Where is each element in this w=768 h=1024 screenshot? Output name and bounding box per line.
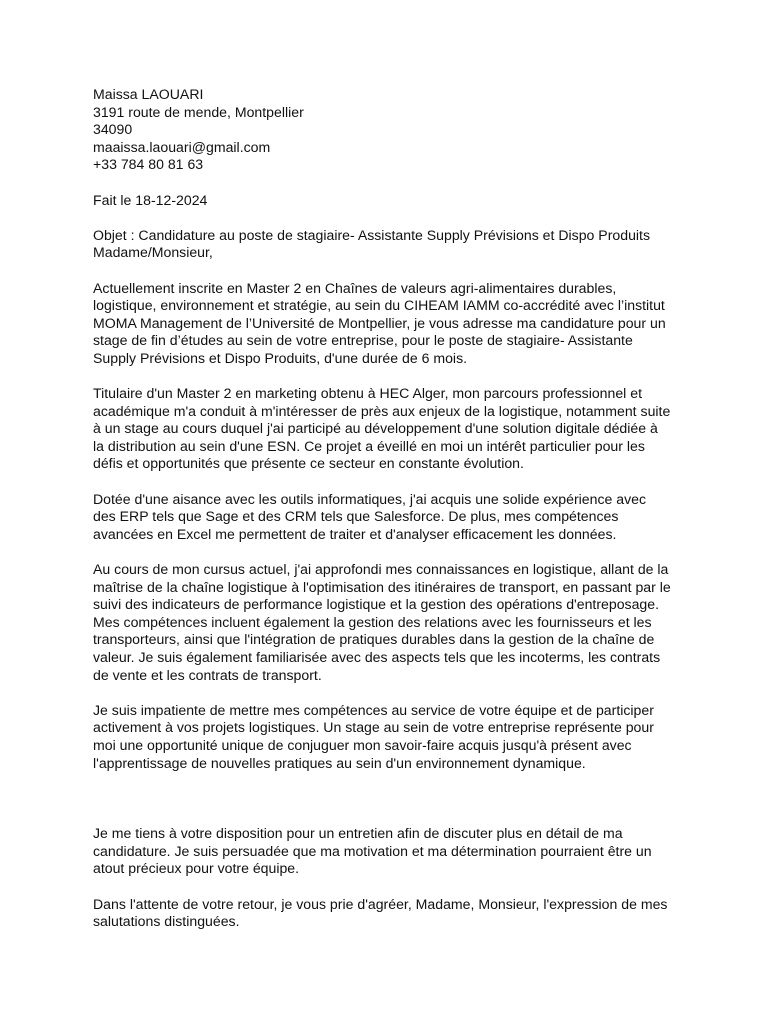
body-paragraph: [93, 561, 693, 684]
body-paragraphs: [93, 280, 693, 773]
paragraph-line: Au cours de mon cursus actuel, j'ai approfondi mes connaissances en logistique, allant de la: [93, 561, 669, 578]
paragraph-line: atout précieux pour votre équipe.: [93, 860, 300, 877]
body-paragraph: [93, 491, 693, 544]
paragraph-line: défis et opportunités que présente ce secteur en constante évolution.: [93, 455, 524, 472]
paragraph-line: logistique, environnement et stratégie, au sein du CIHEAM IAMM co-accrédité avec l’institut: [93, 297, 665, 314]
closing-paragraph: [93, 896, 693, 931]
sender-name: Maissa LAOUARI: [93, 86, 204, 102]
paragraph-line: salutations distinguées.: [93, 913, 240, 930]
paragraph-line: avancées en Excel me permettent de traiter et d'analyser efficacement les données.: [93, 525, 617, 542]
sender-email: maaissa.laouari@gmail.com: [93, 138, 271, 155]
paragraph-line: l'apprentissage de nouvelles pratiques au sein d'un environnement dynamique.: [93, 754, 586, 771]
paragraph-line: Supply Prévisions et Dispo Produits, d'une durée de 6 mois.: [93, 349, 468, 366]
paragraph-line: académique m'a conduit à m'intéresser de près aux enjeux de la logistique, notamment suite: [93, 402, 671, 419]
paragraph-line: la distribution au sein d'une ESN. Ce projet a éveillé en moi un intérêt particulier pour les: [93, 437, 645, 454]
paragraph-line: Actuellement inscrite en Master 2 en Chaînes de valeurs agri-alimentaires durables,: [93, 279, 617, 296]
paragraph-line: Dotée d'une aisance avec les outils informatiques, j'ai acquis une solide expérience avec: [93, 490, 647, 507]
paragraph-line: MOMA Management de l’Université de Montpellier, je vous adresse ma candidature pour un: [93, 314, 666, 331]
paragraph-line: Dans l'attente de votre retour, je vous prie d'agréer, Madame, Monsieur, l'expression de mes: [93, 895, 668, 912]
body-paragraph: [93, 280, 693, 368]
closing-paragraph: [93, 825, 693, 878]
body-paragraph: [93, 702, 693, 772]
date-line: Fait le 18-12-2024: [93, 191, 208, 208]
subject-line: Objet : Candidature au poste de stagiaire- Assistante Supply Prévisions et Dispo Produits: [93, 226, 651, 243]
sender-phone: +33 784 80 81 63: [93, 156, 204, 173]
letter-page: [93, 86, 693, 931]
paragraph-line: activement à vos projets logistiques. Un stage au sein de votre entreprise représente pour: [93, 719, 654, 736]
paragraph-line: Titulaire d'un Master 2 en marketing obtenu à HEC Alger, mon parcours professionnel et: [93, 385, 642, 402]
sender-block: [93, 86, 693, 174]
paragraph-line: Je suis impatiente de mettre mes compétences au service de votre équipe et de participer: [93, 701, 654, 718]
paragraph-line: maîtrise de la chaîne logistique à l'optimisation des itinéraires de transport, en passant par le: [93, 578, 671, 595]
paragraph-line: Je me tiens à votre disposition pour un entretien afin de discuter plus en détail de ma: [93, 825, 623, 842]
paragraph-line: Mes compétences incluent également la gestion des relations avec les fournisseurs et les: [93, 613, 652, 630]
paragraph-line: moi une opportunité unique de conjuguer mon savoir-faire acquis jusqu'à présent avec: [93, 736, 632, 753]
paragraph-line: stage de fin d’études au sein de votre entreprise, pour le poste de stagiaire- Assistante: [93, 332, 633, 349]
salutation: Madame/Monsieur,: [93, 244, 213, 261]
paragraph-line: valeur. Je suis également familiarisée avec des aspects tels que les incoterms, les contrats: [93, 649, 661, 665]
sender-address: 3191 route de mende, Montpellier: [93, 103, 304, 120]
closing-paragraphs: [93, 825, 693, 931]
sender-postal-code: 34090: [93, 121, 133, 138]
paragraph-line: candidature. Je suis persuadée que ma motivation et ma détermination pourraient être un: [93, 842, 652, 859]
body-paragraph: [93, 385, 693, 473]
paragraph-line: des ERP tels que Sage et des CRM tels que Salesforce. De plus, mes compétences: [93, 508, 619, 525]
paragraph-line: de vente et les contrats de transport.: [93, 666, 322, 683]
paragraph-line: suivi des indicateurs de performance logistique et la gestion des opérations d'entreposage.: [93, 596, 660, 613]
paragraph-line: à un stage au cours duquel j'ai participé au développement d'une solution digitale dédiée à: [93, 420, 658, 437]
paragraph-line: transporteurs, ainsi que l'intégration de pratiques durables dans la gestion de la chaîne de: [93, 631, 655, 648]
